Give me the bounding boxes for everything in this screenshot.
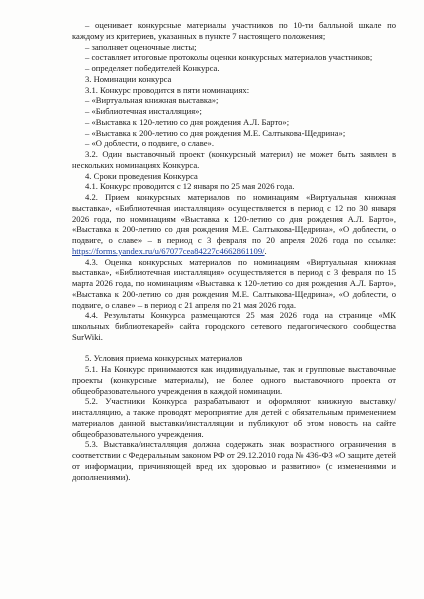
duty-protocols: – составляет итоговые протоколы оценки конкурсных материалов участников; [85,52,373,63]
clause-3-2: 3.2. Один выставочный проект (конкурсный материл) не может быть заявлен в нескольких номинациях Конкурса. [72,149,396,170]
clause-4-1: 4.1. Конкурс проводится с 12 января по 25 мая 2026 года. [85,181,295,192]
clause-5-2: 5.2. Участники Конкурса разрабатывают и оформляют книжную выставку/инсталляцию, а также проводят мероприятие для детей с обязательным применением материалов данной выставки/инсталляции и публикуют об этом новость на сайте общеобразовательного учреждения. [72,396,396,439]
nomination-5: – «О доблести, о подвиге, о славе». [85,138,214,149]
duty-evaluate: – оценивает конкурсные материалы участников по 10-ти балльной шкале по каждому из критериев, указанных в пункте 7 настоящего положения; [72,20,396,41]
section-4-heading: 4. Сроки проведения Конкурса [85,170,198,181]
nomination-1: – «Виртуальная книжная выставка»; [85,95,219,106]
clause-5-1: 5.1. На Конкурс принимаются как индивидуальные, так и групповые выставочные проекты (конкурсные материалы), не более одного выставочного проекта от общеобразовательного учреждения в каждой номинации. [72,364,396,396]
clause-5-3: 5.3. Выставка/инсталляция должна содержать знак возрастного ограничения в соответствии с Федеральным законом РФ от 29.12.2010 года № 436-ФЗ «О защите детей от информации, причиняющей вред их здоровью и развитию» (с изменениями и дополнениями). [72,439,396,482]
section-3-heading: 3. Номинации конкурса [85,73,172,84]
form-link[interactable]: https://forms.yandex.ru/u/67077cea84227c4662861109/ [72,245,265,256]
section-5-heading: 5. Условия приема конкурсных материалов [85,353,243,364]
clause-4-4: 4.4. Результаты Конкурса размещаются 25 мая 2026 года на странице «МК школьных библиотекарей» сайта городского сетевого педагогического сообщества SurWiki. [72,310,396,342]
clause-4-3: 4.3. Оценка конкурсных материалов по номинациям «Виртуальная книжная выставка», «Библиотечная инсталляция» осуществляется в период с 3 февраля по 15 марта 2026 года, по номинациям «Выставка к 120-летию со дня рождения А.Л. Барто», «Выставка к 200-летию со дня рождения М.Е. Салтыкова-Щедрина», «О доблести, о подвиге, о славе» – в период с 21 апреля по 21 мая 2026 года. [72,256,396,310]
duty-fill-sheets: – заполняет оценочные листы; [85,41,197,52]
clause-3-1: 3.1. Конкурс проводится в пяти номинациях: [85,84,250,95]
clause-4-2-text: 4.2. Прием конкурсных материалов по номинациям «Виртуальная книжная выставка», «Библиотечная инсталляция» осуществляется в период с 12 по 30 января 2026 года, по номинациям «Выставка к 120-летию со дня рождения А.Л. Барто», «Выставка к 200-летию со дня рождения М.Е. Салтыкова-Щедрина», «О доблести, о подвиге, о славе» – в период с 3 февраля по 20 апреля 2026 года по ссылке: [72,192,396,245]
nomination-2: – «Библиотечная инсталляция»; [85,106,202,116]
clause-4-2 [72,192,396,257]
nomination-3: – «Выставка к 120-летию со дня рождения А.Л. Барто»; [85,116,290,127]
spacer [72,343,396,354]
clause-4-2-end: . [264,245,267,256]
nomination-4: – «Выставка к 200-летию со дня рождения М.Е. Салтыкова-Щедрина»; [85,127,346,138]
duty-winners: – определяет победителей Конкурса. [85,63,220,73]
